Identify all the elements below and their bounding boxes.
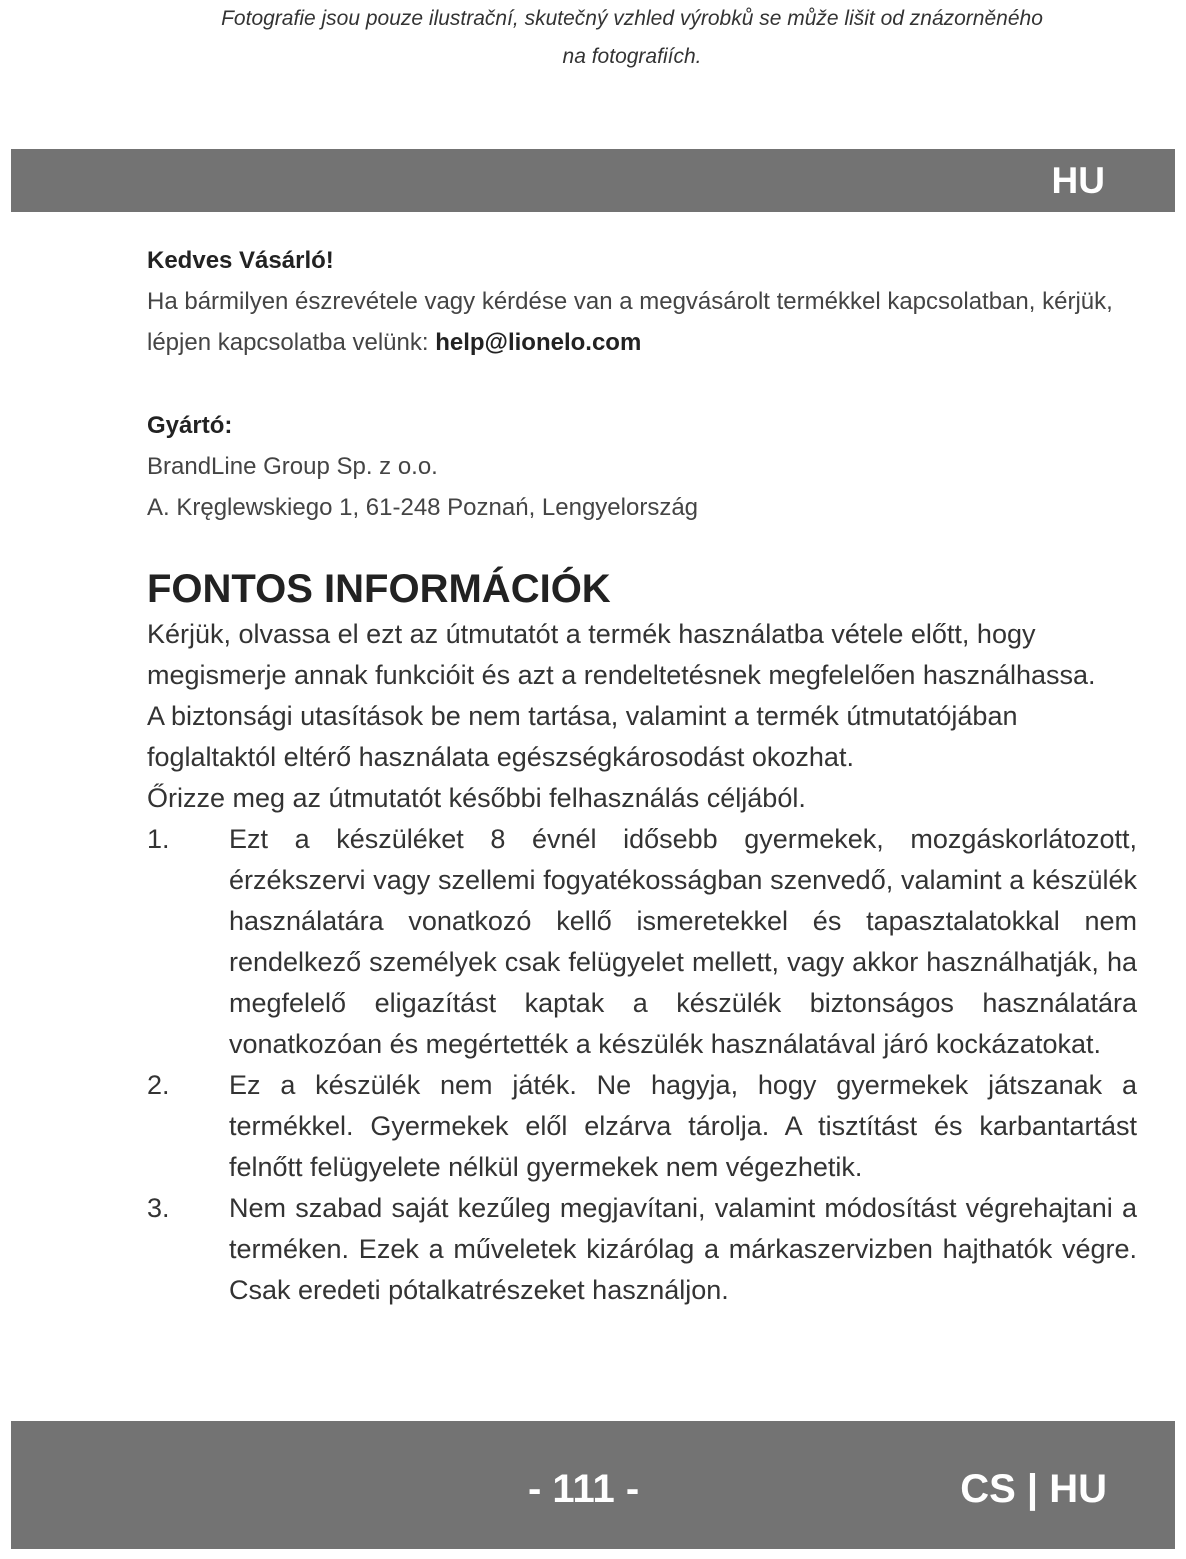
manufacturer-label: Gyártó: <box>147 412 233 439</box>
page-footer <box>11 1421 1175 1549</box>
important-info-heading: FONTOS INFORMÁCIÓK <box>147 567 611 611</box>
photo-disclaimer-line-2: na fotografiích. <box>562 45 702 68</box>
safety-instructions-list <box>147 819 1137 1311</box>
photo-disclaimer <box>130 0 1134 76</box>
photo-disclaimer-line-1: Fotografie jsou pouze ilustrační, skutečný vzhled výrobků se může lišit od znázorněného <box>221 7 1043 30</box>
greeting-title: Kedves Vásárló! <box>147 247 334 274</box>
greeting-section <box>147 240 1137 363</box>
manufacturer-name: BrandLine Group Sp. z o.o. <box>147 453 438 480</box>
manufacturer-section <box>147 405 1137 528</box>
section-spacer <box>147 363 1137 405</box>
list-item-number: 3. <box>147 1193 170 1223</box>
important-info-intro <box>147 614 1137 819</box>
language-code: HU <box>1051 160 1105 201</box>
language-header-bar <box>11 149 1175 212</box>
list-item-number: 2. <box>147 1070 170 1100</box>
intro-paragraph: A biztonsági utasítások be nem tartása, valamint a termék útmutatójában foglaltaktól eltérő használata egészségkárosodást okozhat. <box>147 701 1018 772</box>
greeting-message: Ha bármilyen észrevétele vagy kérdése van a megvásárolt termékkel kapcsolatban, kérjük, lépjen kapcsolatba velünk: <box>147 288 1113 356</box>
list-item-text: Ezt a készüléket 8 évnél idősebb gyermekek, mozgáskorlátozott, érzékszervi vagy szellemi fogyatékosságban szenvedő, valamint a készülék használatára vonatkozó kellő ismeretekkel és tapasztalatokkal nem rendelkező személyek csak felügyelet mellett, vagy akkor használhatják, ha megfelelő eligazítást kaptak a készülék biztonságos használatára vonatkozóan és megértették a készülék használatával járó kockázatokat. <box>229 824 1137 1059</box>
support-email: help@lionelo.com <box>435 329 642 356</box>
list-item-number: 1. <box>147 824 170 854</box>
intro-paragraph: Őrizze meg az útmutatót későbbi felhasználás céljából. <box>147 783 806 813</box>
list-item <box>147 819 1137 1065</box>
page-number: - 111 - <box>528 1467 640 1511</box>
intro-paragraph: Kérjük, olvassa el ezt az útmutatót a termék használatba vétele előtt, hogy megismerje annak funkcióit és azt a rendeltetésnek megfelelően használhassa. <box>147 619 1096 690</box>
page-content <box>147 240 1137 1311</box>
list-item-text: Ez a készülék nem játék. Ne hagyja, hogy gyermekek játszanak a termékkel. Gyermekek elől elzárva tárolja. A tisztítást és karbantartást felnőtt felügyelete nélkül gyermekek nem végezhetik. <box>229 1070 1137 1182</box>
list-item <box>147 1065 1137 1188</box>
list-item <box>147 1188 1137 1311</box>
greeting-text <box>147 281 1137 363</box>
list-item-text: Nem szabad saját kezűleg megjavítani, valamint módosítást végrehajtani a terméken. Ezek a műveletek kizárólag a márkaszervizben hajthatók végre. Csak eredeti pótalkatrészeket használjon. <box>229 1193 1137 1305</box>
footer-languages: CS | HU <box>960 1467 1107 1511</box>
manufacturer-address: A. Kręglewskiego 1, 61-248 Poznań, Lengyelország <box>147 494 699 521</box>
